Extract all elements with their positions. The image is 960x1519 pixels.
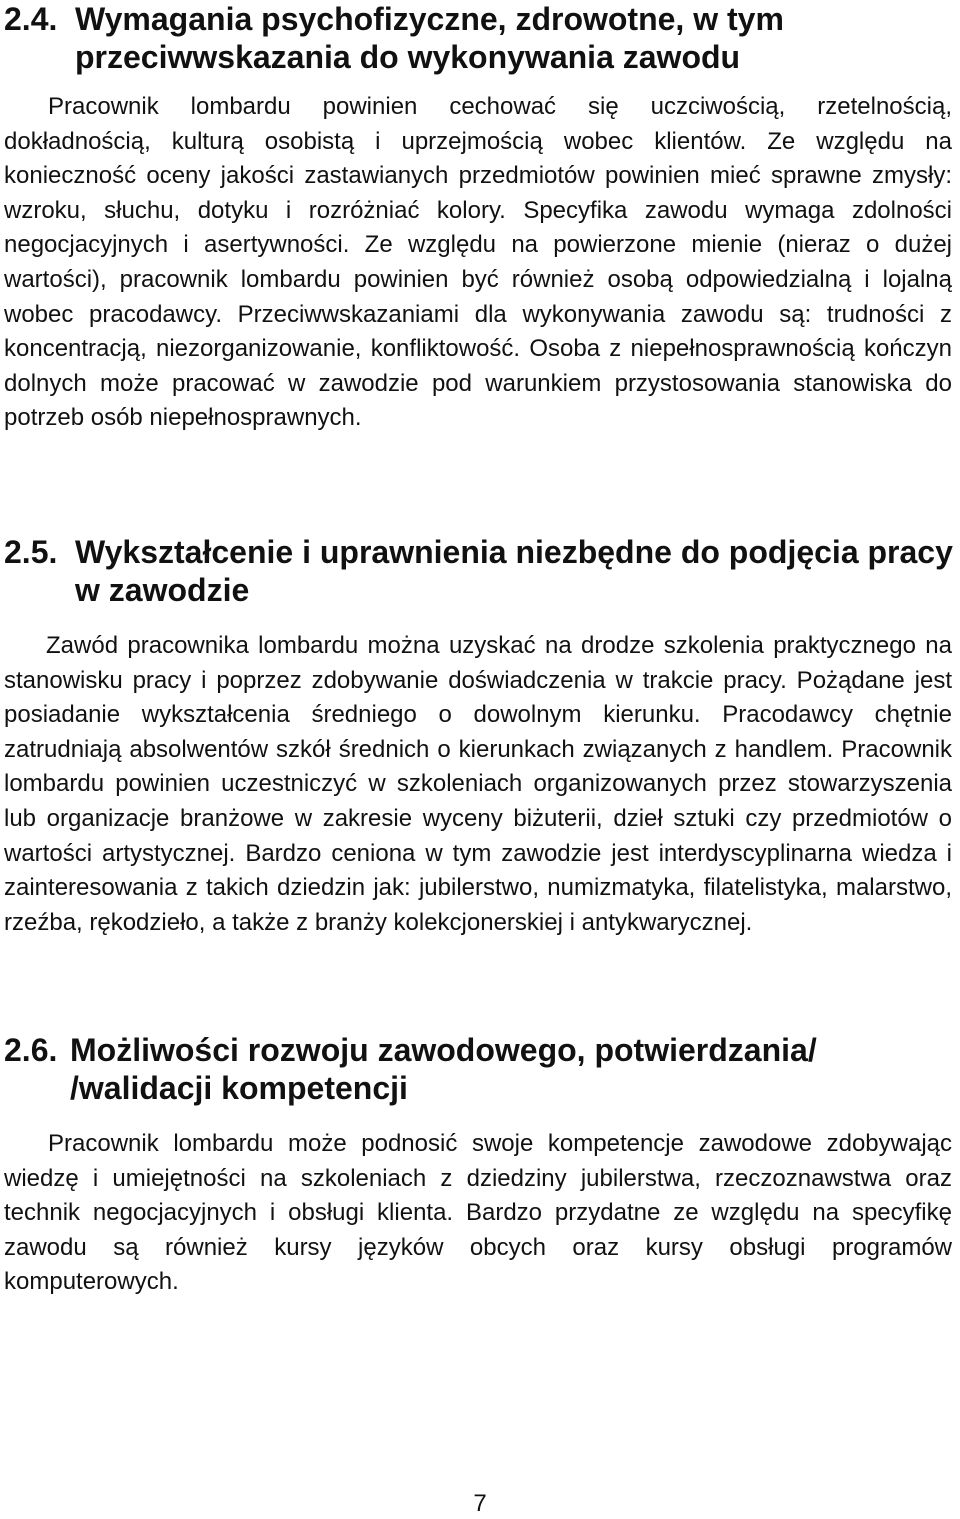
section-2-4 [0, 0, 960, 436]
section-number: 2.6. [4, 1032, 58, 1068]
section-2-5 [0, 533, 960, 940]
section-paragraph: Zawód pracownika lombardu można uzyskać na drodze szkolenia praktycznego na stanowisku pracy i poprzez zdobywanie doświadczenia w trakcie pracy. Pożądane jest posiadanie wykształcenia średniego o dowolnym kierunku. Pracodawcy chętnie zatrudniają absolwentów szkół średnich o kierunkach związanych z handlem. Pracownik lombardu powinien uczestniczyć w szkoleniach organizowanych przez stowarzyszenia lub organizacje branżowe w zakresie wyceny biżuterii, dzieł sztuki czy przedmiotów o wartości artystycznej. Bardzo ceniona w tym zawodzie jest interdyscyplinarna wiedza i zainteresowania z takich dziedzin jak: jubilerstwo, numizmatyka, filatelistyka, malarstwo, rzeźba, rękodzieło, a także z branży kolekcjonerskiej i antykwarycznej. [4, 632, 952, 936]
section-heading [0, 1031, 960, 1115]
section-number: 2.5. [4, 534, 58, 570]
section-number: 2.4. [4, 1, 58, 37]
section-heading [0, 533, 960, 617]
section-2-6 [0, 1031, 960, 1300]
section-paragraph: Pracownik lombardu może podnosić swoje kompetencje zawodowe zdobywając wiedzę i umiejętności na szkoleniach z dziedziny jubilerstwa, rzeczoznawstwa oraz technik negocjacyjnych i obsługi klienta. Bardzo przydatne ze względu na specyfikę zawodu są również kursy języków obcych oraz kursy obsługi programów komputerowych. [4, 1130, 952, 1296]
page-number: 7 [473, 1490, 487, 1517]
section-paragraph: Pracownik lombardu powinien cechować się uczciwością, rzetelnością, dokładnością, kulturą osobistą i uprzejmością wobec klientów. Ze względu na konieczność oceny jakości zastawianych przedmiotów powinien mieć sprawne zmysły: wzroku, słuchu, dotyku i rozróżniać kolory. Specyfika zawodu wymaga zdolności negocjacyjnych i asertywności. Ze względu na powierzone mienie (nieraz o dużej wartości), pracownik lombardu powinien być również osobą odpowiedzialną i lojalną wobec pracodawcy. Przeciwwskazaniami dla wykonywania zawodu są: trudności z koncentracją, niezorganizowanie, konfliktowość. Osoba z niepełnosprawnością kończyn dolnych może pracować w zawodzie pod warunkiem przystosowania stanowiska do potrzeb osób niepełnosprawnych. [4, 93, 952, 432]
section-heading [0, 0, 960, 80]
section-title: Wymagania psychofizyczne, zdrowotne, w tym przeciwwskazania do wykonywania zawodu [75, 1, 784, 75]
section-title: Możliwości rozwoju zawodowego, potwierdzania/ /walidacji kompetencji [70, 1032, 817, 1106]
section-title: Wykształcenie i uprawnienia niezbędne do podjęcia pracy w zawodzie [75, 534, 953, 608]
